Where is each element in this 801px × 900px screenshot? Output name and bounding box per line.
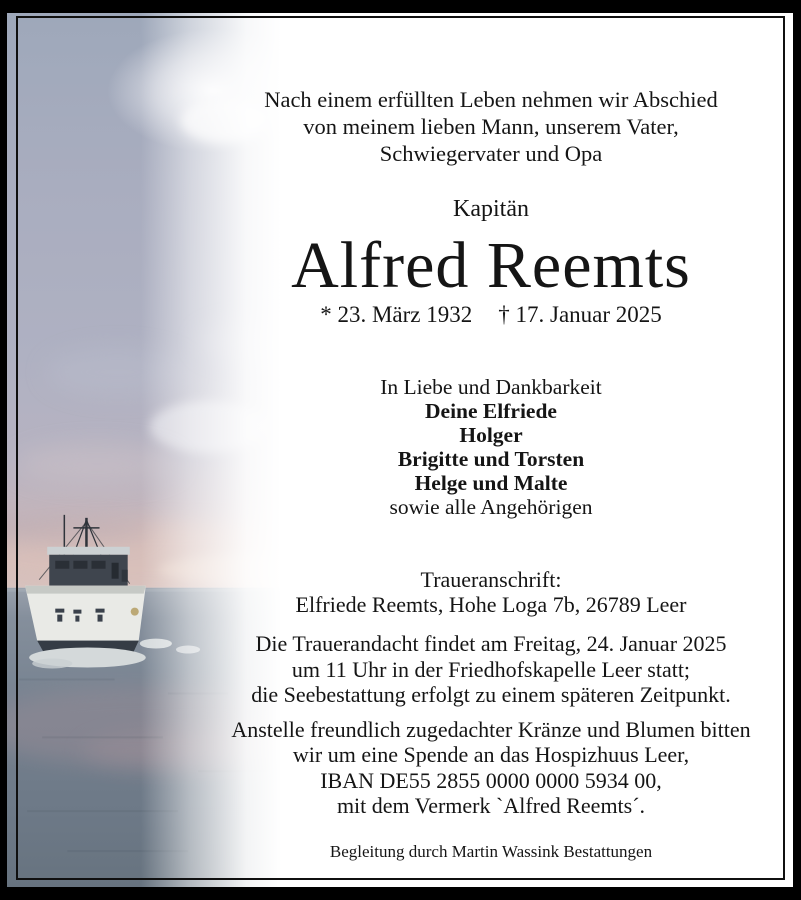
service-line: um 11 Uhr in der Friedhofskapelle Leer statt;: [291, 656, 691, 682]
mourners-block: [200, 375, 782, 519]
service-info: [200, 631, 782, 708]
address-block: [200, 567, 782, 617]
donation-line: wir um eine Spende an das Hospizhuus Leer,: [292, 742, 690, 767]
mourner-name: Helge und Malte: [414, 471, 568, 495]
donation-info: [200, 717, 782, 819]
tribute-line: In Liebe und Dankbarkeit: [380, 375, 602, 399]
deceased-title: Kapitän: [453, 196, 529, 222]
address-label: Traueranschrift:: [420, 567, 562, 592]
mourners-suffix: sowie alle Angehörigen: [389, 495, 593, 519]
service-line: Die Trauerandacht findet am Freitag, 24. Januar 2025: [255, 631, 727, 656]
death-date: † 17. Januar 2025: [498, 302, 662, 327]
notice-content: [200, 13, 782, 862]
intro-line: Schwiegervater und Opa: [379, 141, 603, 166]
deceased-name: Alfred Reemts: [291, 229, 691, 302]
intro-text: [200, 13, 782, 167]
funeral-home-note: Begleitung durch Martin Wassink Bestattungen: [329, 841, 653, 861]
mourner-name: Holger: [459, 423, 523, 447]
address: Elfriede Reemts, Hohe Loga 7b, 26789 Leer: [295, 592, 687, 617]
intro-line: von meinem lieben Mann, unserem Vater,: [303, 114, 679, 139]
intro-line: Nach einem erfüllten Leben nehmen wir Abschied: [264, 87, 718, 112]
service-line: die Seebestattung erfolgt zu einem späteren Zeitpunkt.: [251, 682, 731, 707]
donation-line: mit dem Vermerk `Alfred Reemts´.: [336, 793, 646, 818]
mourner-name: Brigitte und Torsten: [397, 447, 585, 471]
mourner-name: Deine Elfriede: [425, 399, 557, 423]
life-dates: [200, 301, 782, 328]
donation-line: Anstelle freundlich zugedachter Kränze und Blumen bitten: [231, 716, 751, 742]
donation-line: IBAN DE55 2855 0000 0000 5934 00,: [320, 767, 662, 793]
birth-date: * 23. März 1932: [320, 302, 473, 327]
